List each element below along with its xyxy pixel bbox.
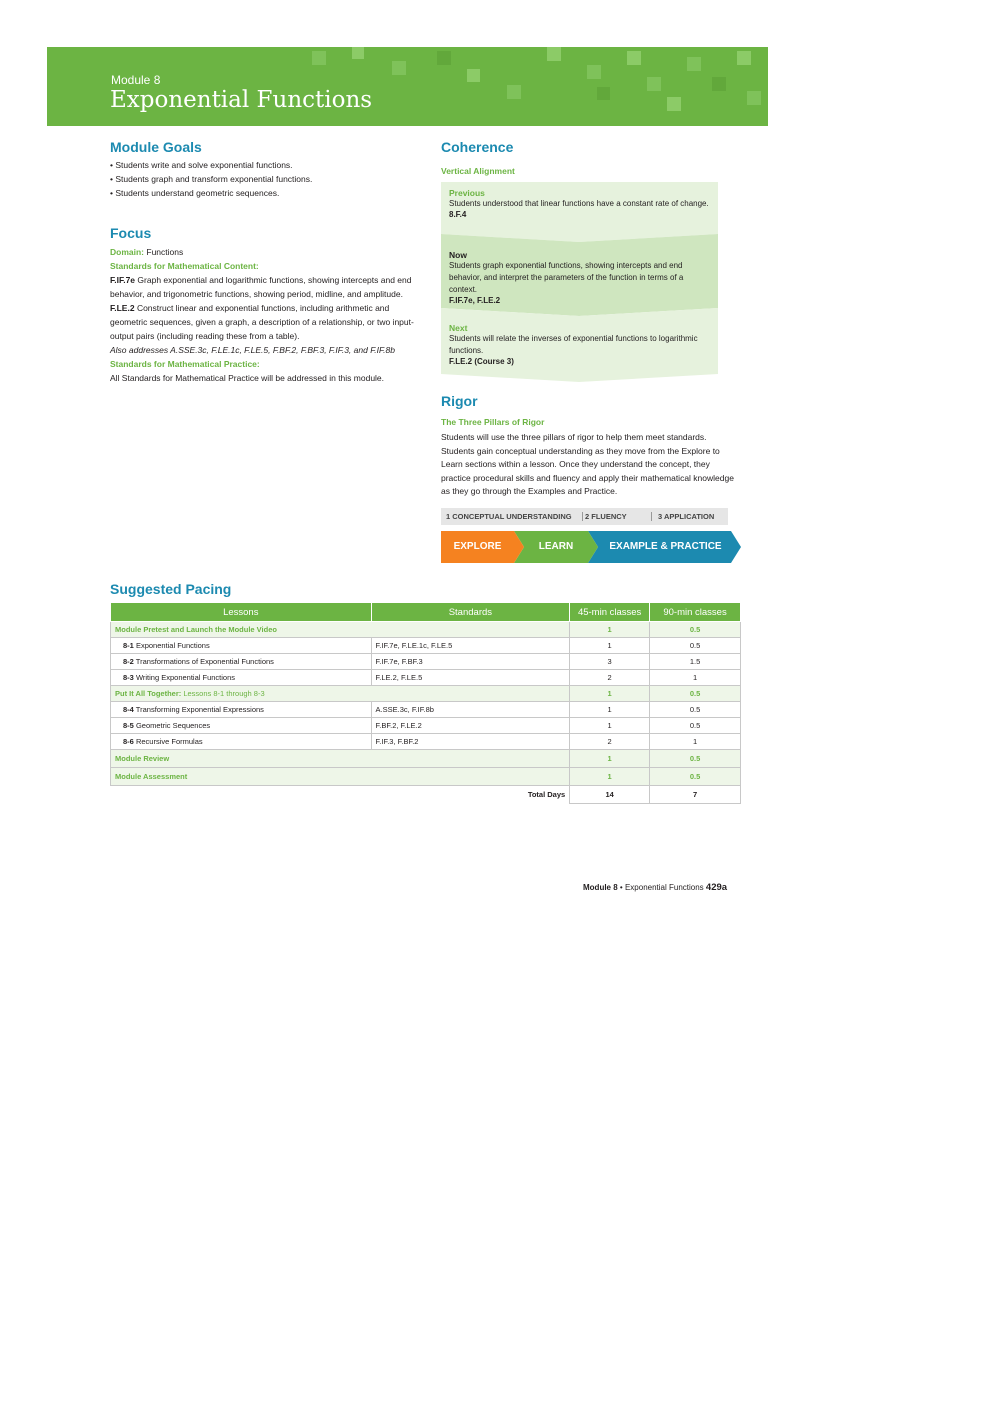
lesson-title: Lessons 8-1 through 8-3 [183,689,265,698]
c45-cell: 1 [570,702,650,718]
also-addresses: Also addresses A.SSE.3c, F.LE.1c, F.LE.5, F.BF.2, F.BF.3, F.IF.3, and F.IF.8b [110,345,395,355]
rigor-text: Students will use the three pillars of rigor to help them meet standards. Students gain conceptual understanding as they move from the Explore to Learn sections within a lesson. Once they understand the concept, they practice procedural skills and fluency and apply their mathematical knowledge as they go through the Examples and Practice. [441,432,734,496]
lesson-number: 8-5 [123,721,134,730]
lesson-cell: Module Pretest and Launch the Module Video [111,622,570,638]
total-row [111,786,741,804]
total-45: 14 [570,786,650,804]
practice-text: All Standards for Mathematical Practice will be addressed in this module. [110,373,385,383]
table-row [111,670,741,686]
goal-item: • Students write and solve exponential functions. [110,160,293,170]
goals-list [110,158,420,200]
c90-cell: 0.5 [650,622,741,638]
lesson-number: 8-3 [123,673,134,682]
header-45min: 45-min classes [570,603,650,622]
rigor-subheading: The Three Pillars of Rigor [441,417,545,427]
standards-cell: F.IF.7e, F.LE.1c, F.LE.5 [371,638,570,654]
next-block [441,323,717,366]
standards-cell: F.IF.3, F.BF.2 [371,734,570,750]
now-block [441,250,711,305]
domain-label: Domain: [110,247,144,257]
c90-cell: 0.5 [650,768,741,786]
lesson-title: Geometric Sequences [135,721,211,730]
standard-code: F.LE.2 [110,303,135,313]
c90-cell: 1.5 [650,654,741,670]
c90-cell: 0.5 [650,718,741,734]
goals-heading: Module Goals [110,139,202,155]
focus-body [110,245,420,385]
example-practice-arrow-label: EXAMPLE & PRACTICE [609,541,722,552]
table-row [111,702,741,718]
standards-cell: A.SSE.3c, F.IF.8b [371,702,570,718]
lesson-title: Writing Exponential Functions [135,673,236,682]
lesson-number: 8-1 [123,641,134,650]
c45-cell: 1 [570,686,650,702]
table-row [111,768,741,786]
lesson-title: Transformations of Exponential Functions [135,657,274,666]
goal-item: • Students graph and transform exponential functions. [110,174,313,184]
pillar-conceptual: 1 CONCEPTUAL UNDERSTANDING [446,512,572,521]
put-it-all-together-label: Put It All Together: [115,689,182,698]
lesson-cell: Module Assessment [111,768,570,786]
c45-cell: 1 [570,638,650,654]
now-code: F.IF.7e, F.LE.2 [449,296,501,305]
standards-cell: F.IF.7e, F.BF.3 [371,654,570,670]
learn-arrow-label: LEARN [538,541,574,552]
coherence-heading: Coherence [441,139,514,155]
previous-code: 8.F.4 [449,210,467,219]
pacing-table [110,602,741,804]
standard-text: Construct linear and exponential functions, including arithmetic and geometric sequences, given a graph, a description of a relationship, or two input-output pairs (including reading these from a table). [110,303,414,341]
module-banner [47,47,768,126]
c45-cell: 3 [570,654,650,670]
pillar-application: 3 APPLICATION [651,512,714,521]
practice-standards-label: Standards for Mathematical Practice: [110,359,260,369]
standards-cell: F.LE.2, F.LE.5 [371,670,570,686]
lesson-cell: Module Review [111,750,570,768]
module-label: Module 8 [111,73,161,87]
page-number: 429a [705,882,728,893]
next-code: F.LE.2 (Course 3) [449,357,514,366]
table-row [111,734,741,750]
content-standards-label: Standards for Mathematical Content: [110,261,259,271]
next-label: Next [449,323,468,333]
c90-cell: 1 [650,734,741,750]
c90-cell: 0.5 [650,750,741,768]
total-label: Total Days [111,786,570,804]
previous-text: Students understood that linear functions have a constant rate of change. [449,199,709,208]
c45-cell: 2 [570,670,650,686]
standard-code: F.IF.7e [110,275,136,285]
rigor-heading: Rigor [441,393,478,409]
previous-block [441,188,711,219]
c45-cell: 2 [570,734,650,750]
previous-label: Previous [449,188,485,198]
standards-cell: F.BF.2, F.LE.2 [371,718,570,734]
total-90: 7 [650,786,741,804]
page-footer [583,882,727,893]
footer-title: Exponential Functions [624,883,704,892]
table-row [111,686,741,702]
footer-module: Module 8 [583,883,618,892]
next-text: Students will relate the inverses of exponential functions to logarithmic functions. [449,334,698,355]
focus-heading: Focus [110,225,152,241]
domain-value: Functions [146,247,184,257]
c45-cell: 1 [570,622,650,638]
table-row [111,622,741,638]
now-text: Students graph exponential functions, showing intercepts and end behavior, and interpret the parameters of the function in terms of a context. [449,261,684,294]
header-lessons: Lessons [111,603,372,622]
table-row [111,718,741,734]
c90-cell: 0.5 [650,702,741,718]
table-row [111,638,741,654]
rigor-pillars-bar [441,508,728,525]
now-label: Now [449,250,467,260]
c45-cell: 1 [570,768,650,786]
c90-cell: 0.5 [650,686,741,702]
explore-arrow-label: EXPLORE [453,541,502,552]
lesson-number: 8-4 [123,705,134,714]
header-standards: Standards [371,603,570,622]
vertical-alignment-label: Vertical Alignment [441,166,515,176]
header-90min: 90-min classes [650,603,741,622]
lesson-number: 8-6 [123,737,134,746]
c90-cell: 1 [650,670,741,686]
c45-cell: 1 [570,718,650,734]
lesson-title: Transforming Exponential Expressions [135,705,264,714]
pillar-fluency: 2 FLUENCY [582,512,627,521]
lesson-number: 8-2 [123,657,134,666]
table-row [111,654,741,670]
goal-item: • Students understand geometric sequences. [110,188,280,198]
lesson-title: Exponential Functions [135,641,210,650]
standard-text: Graph exponential and logarithmic functions, showing intercepts and end behavior, and trigonometric functions, showing period, midline, and amplitude. [110,275,412,299]
module-title: Exponential Functions [110,87,373,113]
table-row [111,750,741,768]
c45-cell: 1 [570,750,650,768]
c90-cell: 0.5 [650,638,741,654]
footer-bullet: • [619,883,623,892]
lesson-title: Recursive Formulas [135,737,203,746]
pacing-heading: Suggested Pacing [110,581,232,597]
